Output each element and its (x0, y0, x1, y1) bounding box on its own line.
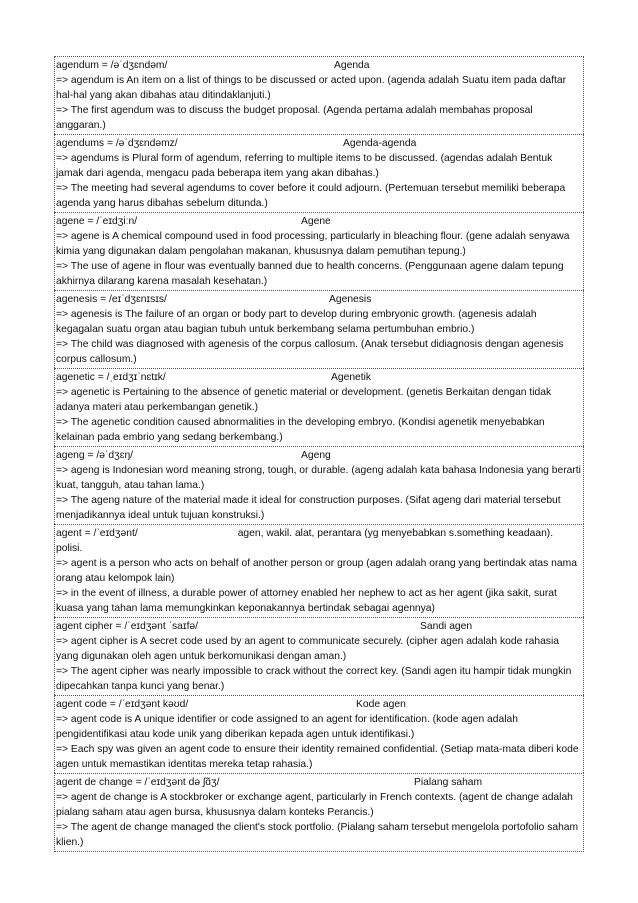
entry-example: => The use of agene in flour was eventually banned due to health concerns. (Penggunaan agene dalam tepung akhirnya dilarang karena masalah kesehatan.) (56, 261, 564, 287)
dictionary-entry (54, 524, 584, 617)
entry-term: agenesis = /eɪˈdʒɛnɪsɪs/ (56, 294, 167, 305)
dictionary-entry (54, 368, 584, 446)
dictionary-entry (54, 56, 584, 134)
entry-definition: => agenesis is The failure of an organ or body part to develop during embryonic growth. (agenesis adalah kegagalan suatu organ atau bagian tubuh untuk berkembang selama pertumbuhan embrio.) (56, 309, 537, 335)
entry-definition: => agene is A chemical compound used in food processing, particularly in bleaching flour. (gene adalah senyawa kimia yang digunakan dalam pengolahan makanan, khususnya dalam pemutihan tepung.) (56, 231, 570, 257)
entry-header (56, 370, 581, 385)
entry-term: ageng = /əˈdʒɛŋ/ (56, 450, 134, 461)
dictionary-entry (54, 290, 584, 368)
entry-example: => The agent cipher was nearly impossible to crack without the correct key. (Sandi agen itu hampir tidak mungkin dipecahkan tanpa kunci yang benar.) (56, 666, 572, 692)
entry-header (56, 58, 581, 73)
entry-example: => The first agendum was to discuss the budget proposal. (Agenda pertama adalah membahas proposal anggaran.) (56, 105, 533, 131)
dictionary-entry (54, 446, 584, 524)
entry-header (56, 775, 581, 790)
entry-example: => Each spy was given an agent code to ensure their identity remained confidential. (Setiap mata-mata diberi kode agen untuk memastikan identitas mereka tetap rahasia.) (56, 744, 579, 770)
entry-term: agene = /ˈeɪdʒiːn/ (56, 216, 138, 227)
entry-header (56, 448, 581, 463)
entry-example: => The agent de change managed the client's stock portfolio. (Pialang saham tersebut mengelola portofolio saham klien.) (56, 822, 579, 848)
dictionary-entry (54, 617, 584, 695)
entry-term: agent code = /ˈeɪdʒənt kəʊd/ (56, 699, 189, 710)
entry-header (56, 136, 581, 151)
entry-translation: Agenetik (331, 372, 372, 383)
entry-translation: Ageng (301, 450, 331, 461)
entry-term: agent cipher = /ˈeɪdʒənt ˈsaɪfə/ (56, 621, 199, 632)
dictionary-entry (54, 773, 584, 852)
entry-example: => The ageng nature of the material made it ideal for construction purposes. (Sifat ageng dari material tersebut menjadikannya ideal untuk tujuan konstruksi.) (56, 495, 561, 521)
entry-definition: => ageng is Indonesian word meaning strong, tough, or durable. (ageng adalah kata bahasa Indonesia yang berarti kuat, tangguh, atau tahan lama.) (56, 465, 581, 491)
dictionary-entry (54, 134, 584, 212)
entry-translation: Agene (301, 216, 331, 227)
entry-definition: => agenetic is Pertaining to the absence of genetic material or development. (genetis Berkaitan dengan tidak adanya materi atau perkembangan genetik.) (56, 387, 552, 413)
entry-definition: => agent cipher is A secret code used by an agent to communicate securely. (cipher agen adalah kode rahasia yang digunakan oleh agen untuk berkomunikasi dengan aman.) (56, 636, 559, 662)
entry-example: => The agenetic condition caused abnormalities in the developing embryo. (Kondisi agenetik menyebabkan kelainan pada embrio yang sedang berkembang.) (56, 417, 545, 443)
entry-header (56, 526, 581, 556)
entry-term: agent de change = /ˈeɪdʒənt də ʃɑ̃ʒ/ (56, 777, 220, 788)
entry-definition: => agendums is Plural form of agendum, referring to multiple items to be discussed. (agendas adalah Bentuk jamak dari agenda, mengacu pada beberapa item yang akan dibahas.) (56, 153, 553, 179)
entry-header (56, 619, 581, 634)
entry-translation: agen, wakil. alat, perantara (yg menyebabkan s.something keadaan). polisi. (56, 528, 554, 554)
dictionary-entry (54, 212, 584, 290)
entry-term: agenetic = /ˌeɪdʒɪˈnɛtɪk/ (56, 372, 166, 383)
entry-definition: => agendum is An item on a list of things to be discussed or acted upon. (agenda adalah Suatu item pada daftar hal-hal yang akan dibahas atau ditindaklanjuti.) (56, 75, 567, 101)
entry-header (56, 292, 581, 307)
entry-translation: Pialang saham (414, 777, 483, 788)
entry-definition: => agent de change is A stockbroker or exchange agent, particularly in French contexts. (agent de change adalah pialang saham atau agen bursa, khususnya dalam konteks Perancis.) (56, 792, 573, 818)
dictionary-sheet (54, 56, 584, 852)
entry-definition: => agent code is A unique identifier or code assigned to an agent for identification. (kode agen adalah pengidentifikasi atau kode unik yang diberikan kepada agen untuk identifikasi.) (56, 714, 518, 740)
entry-term: agendums = /əˈdʒɛndəmz/ (56, 138, 178, 149)
entry-header (56, 214, 581, 229)
entry-translation: Agenda (334, 60, 370, 71)
entry-translation: Agenesis (329, 294, 372, 305)
entry-example: => in the event of illness, a durable power of attorney enabled her nephew to act as her agent (jika sakit, surat (56, 588, 557, 599)
entry-header (56, 697, 581, 712)
entry-example-continued: kuasa yang tahan lama memungkinkan keponakannya bertindak sebagai agennya) (56, 603, 435, 614)
entry-translation: Kode agen (356, 699, 406, 710)
entry-definition: => agent is a person who acts on behalf of another person or group (agen adalah orang yang bertindak atas nama orang atau kelompok lain) (56, 558, 577, 584)
dictionary-entry (54, 695, 584, 773)
entry-example: => The meeting had several agendums to cover before it could adjourn. (Pertemuan tersebut memiliki beberapa agenda yang harus dibahas sebelum ditunda.) (56, 183, 566, 209)
entry-translation: Agenda-agenda (343, 138, 417, 149)
entry-translation: Sandi agen (420, 621, 473, 632)
entry-term: agendum = /əˈdʒɛndəm/ (56, 60, 168, 71)
entry-term: agent = /ˈeɪdʒənt/ (56, 528, 138, 539)
entry-example: => The child was diagnosed with agenesis of the corpus callosum. (Anak tersebut didiagnosis dengan agenesis corpus callosum.) (56, 339, 564, 365)
